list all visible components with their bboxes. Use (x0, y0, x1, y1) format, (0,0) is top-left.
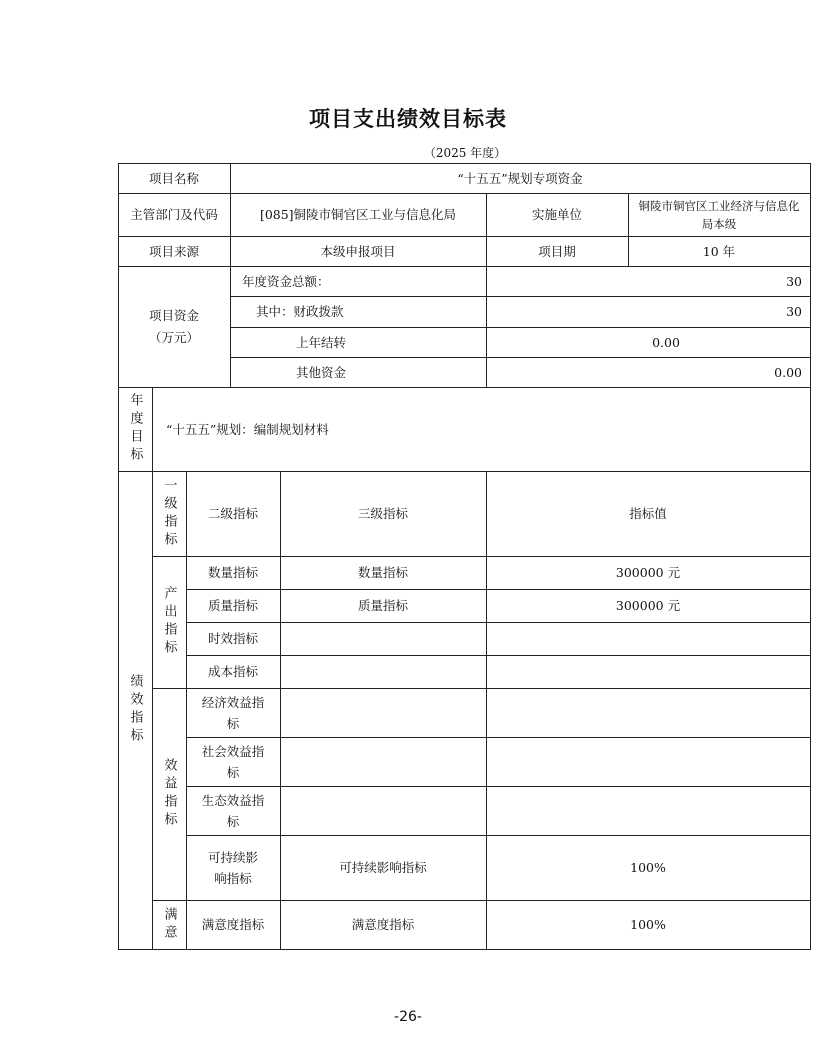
benefit-indicator-label: 效益指标 (161, 758, 177, 830)
annual-goal-value: “十五五”规划：编制规划材料 (166, 421, 329, 437)
output-level2: 时效指标 (207, 631, 258, 646)
funds-total-label: 年度资金总额： (242, 273, 330, 289)
benefit-value: 100% (630, 860, 666, 875)
satisfaction-indicator-label: 满意 (161, 906, 177, 943)
output-level2: 质量指标 (207, 598, 258, 613)
level1-header: 一级指标 (161, 477, 177, 550)
output-value (486, 622, 810, 655)
dept-label: 主管部门及代码 (130, 207, 218, 222)
dept-value: [085]铜陵市铜官区工业与信息化局 (259, 207, 457, 222)
page-number: -26- (394, 1009, 422, 1025)
output-level3 (280, 655, 486, 688)
benefit-value (486, 688, 810, 737)
benefit-level3: 可持续影响指标 (339, 860, 427, 875)
period-value: 10 年 (702, 243, 736, 259)
satisfaction-level3: 满意度指标 (351, 917, 415, 932)
output-level2: 成本指标 (207, 664, 258, 679)
unit-value: 铜陵市铜官区工业经济与信息化局本级 (638, 198, 800, 231)
benefit-level2: 可持续影响指标 (207, 849, 258, 886)
funds-carryover-label: 上年结转 (296, 334, 347, 350)
funds-other-label: 其他资金 (296, 364, 347, 380)
annual-goal-label: 年度目标 (127, 393, 143, 465)
unit-label: 实施单位 (531, 207, 582, 222)
period-label: 项目期 (538, 243, 576, 259)
funds-other-value: 0.00 (774, 364, 802, 380)
output-level3 (280, 622, 486, 655)
benefit-level2: 生态效益指标 (201, 792, 265, 829)
source-label: 项目来源 (148, 243, 199, 259)
output-level3: 质量指标 (357, 598, 408, 613)
output-value: 300000 元 (615, 598, 681, 613)
project-name-value: “十五五”规划专项资金 (457, 170, 583, 186)
funds-fiscal-label: 其中：财政拨款 (256, 304, 344, 319)
level3-header: 三级指标 (357, 506, 408, 521)
output-indicator-label: 产出指标 (161, 586, 177, 658)
output-value (486, 655, 810, 688)
indicators-section-label: 绩效指标 (127, 674, 143, 746)
satisfaction-level2: 满意度指标 (201, 917, 265, 932)
output-level2: 数量指标 (207, 565, 258, 580)
year-subtitle: （2025 年度） (423, 146, 507, 160)
benefit-value (486, 737, 810, 786)
funds-fiscal-value: 30 (786, 304, 802, 319)
funds-label: 项目资金（万元） (148, 307, 199, 345)
value-header: 指标值 (629, 506, 667, 521)
funds-carryover-value: 0.00 (652, 334, 680, 350)
level2-header: 二级指标 (207, 506, 258, 521)
benefit-value (486, 786, 810, 835)
output-level3: 数量指标 (357, 565, 408, 580)
benefit-level3 (280, 737, 486, 786)
funds-total-value: 30 (786, 273, 802, 289)
project-name-label: 项目名称 (148, 170, 199, 186)
benefit-level3 (280, 688, 486, 737)
benefit-level2: 社会效益指标 (201, 743, 265, 780)
satisfaction-value: 100% (630, 917, 666, 932)
benefit-level3 (280, 786, 486, 835)
benefit-level2: 经济效益指标 (201, 694, 265, 731)
source-value: 本级申报项目 (320, 243, 396, 259)
output-value: 300000 元 (615, 565, 681, 580)
page-title: 项目支出绩效目标表 (309, 107, 507, 131)
